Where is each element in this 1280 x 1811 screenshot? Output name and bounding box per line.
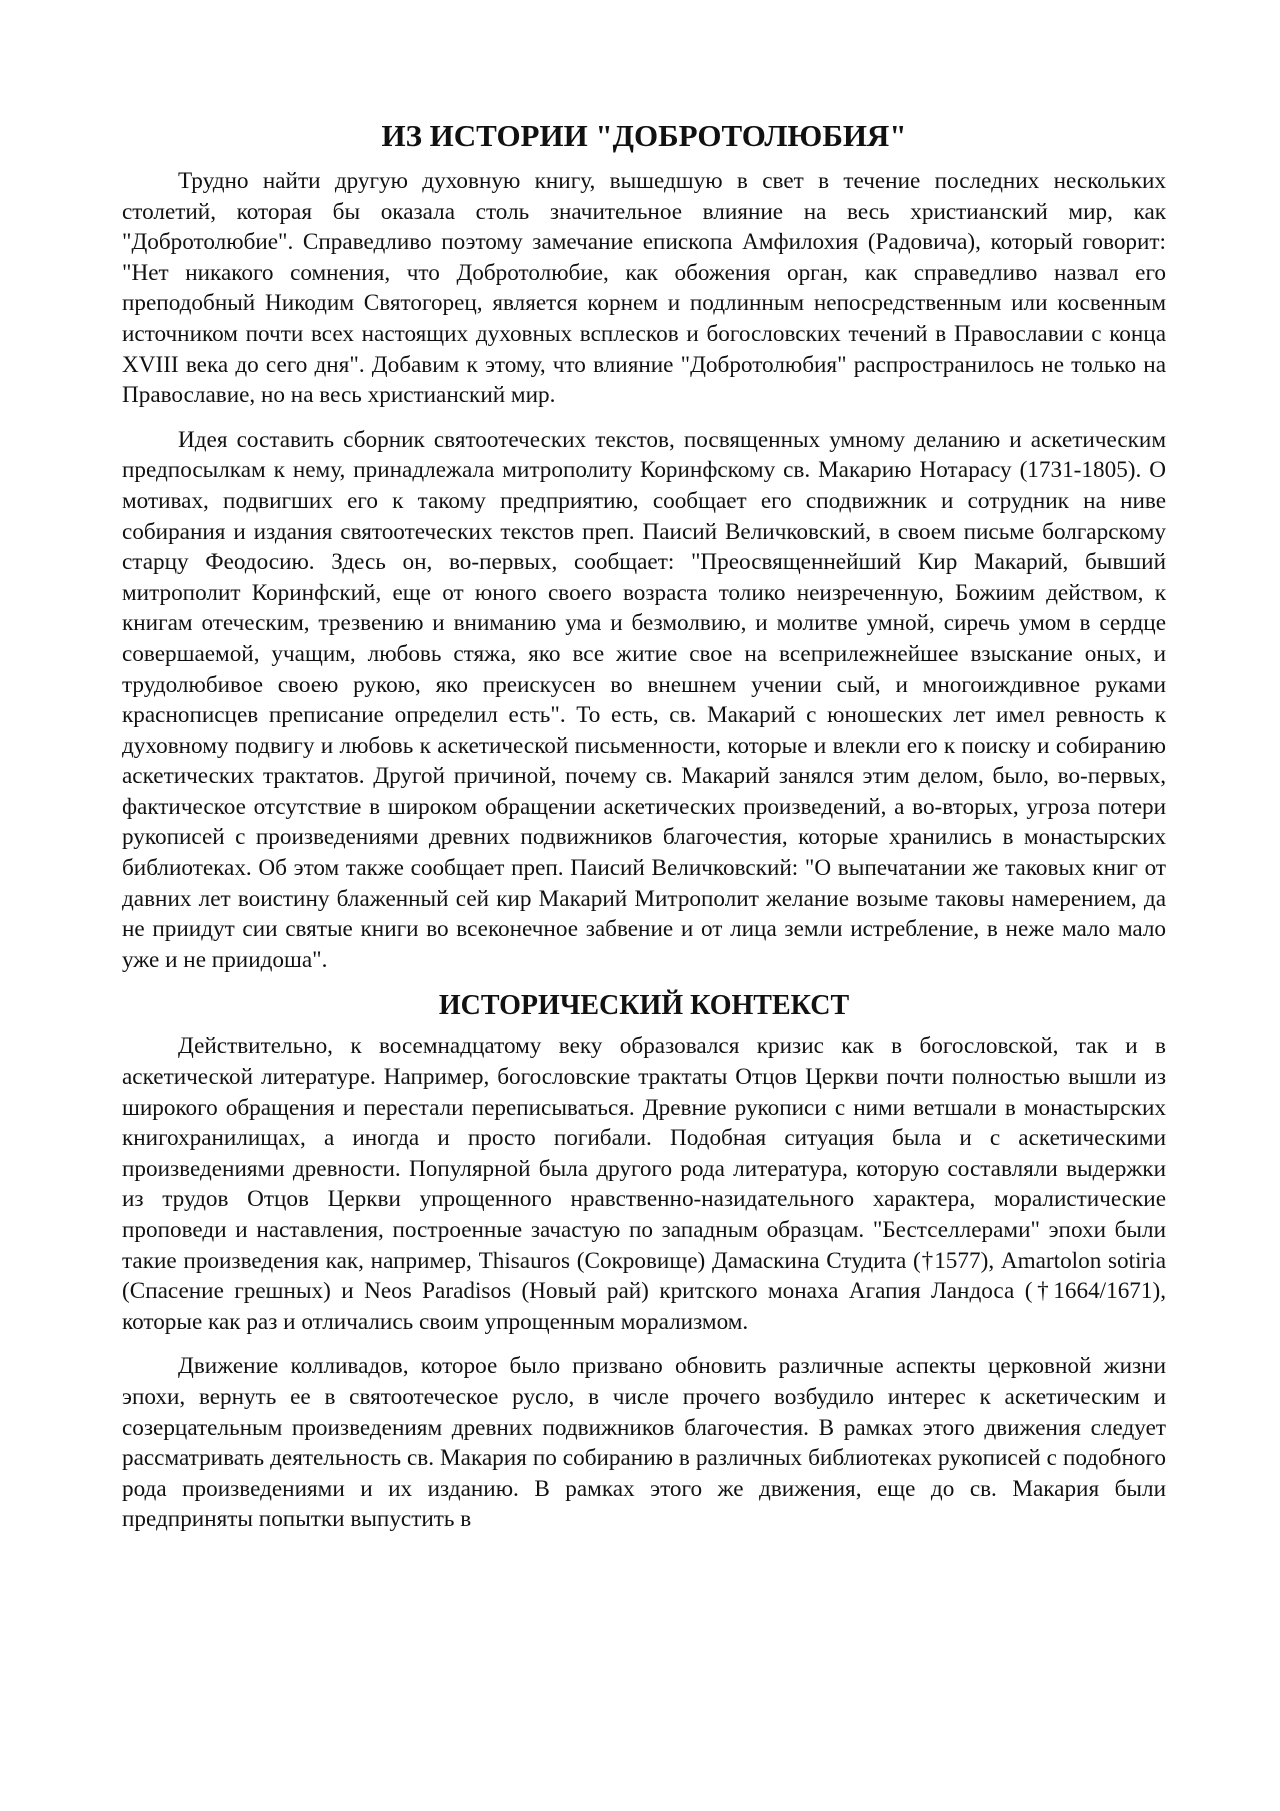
document-page (122, 118, 1166, 1549)
paragraph: Трудно найти другую духовную книгу, вышедшую в свет в течение последних нескольких столетий, которая бы оказала столь значительное влияние на весь христианский мир, как "Добротолюбие". Справедливо поэтому замечание епископа Амфилохия (Радовича), который говорит: "Нет никакого сомнения, что Добротолюбие, как обожения орган, как справедливо назвал его преподобный Никодим Святогорец, является корнем и подлинным непосредственным или косвенным источником почти всех настоящих духовных всплесков и богословских течений в Православии с конца XVIII века до сего дня". Добавим к этому, что влияние "Добротолюбия" распространилось не только на Православие, но на весь христианский мир. (122, 168, 1166, 409)
paragraph: Идея составить сборник святоотеческих текстов, посвященных умному деланию и аскетическим предпосылкам к нему, принадлежала митрополиту Коринфскому св. Макарию Нотарасу (1731-1805). О мотивах, подвигших его к такому предприятию, сообщает его сподвижник и сотрудник на ниве собирания и издания святоотеческих текстов преп. Паисий Величковский, в своем письме болгарскому старцу Феодосию. Здесь он, во-первых, сообщает: "Преосвященнейший Кир Макарий, бывший митрополит Коринфский, еще от юного своего возраста толико неизреченную, Божиим действом, к книгам отеческим, трезвению и вниманию ума и безмолвию, и молитве умной, сиречь умом в сердце совершаемой, учащим, любовь стяжа, яко все житие свое на всеприлежнейшее взыскание оных, и трудолюбивое своею рукою, яко преискусен во внешнем учении сый, и многоиждивное руками краснописцев преписание определил есть". То есть, св. Макарий с юношеских лет имел ревность к духовному подвигу и любовь к аскетической письменности, которые и влекли его к поиску и собиранию аскетических трактатов. Другой причиной, почему св. Макарий занялся этим делом, было, во-первых, фактическое отсутствие в широком обращении аскетических произведений, а во-вторых, угроза потери рукописей с произведениями древних подвижников благочестия, которые хранились в монастырских библиотеках. Об этом также сообщает преп. Паисий Величковский: "О выпечатании же таковых книг от давних лет воистину блаженный сей кир Макарий Митрополит желание возыме таковы намерением, да не приидут сии святые книги во всеконечное забвение и от лица земли истребление, в неже мало мало уже и не приидоша". (122, 426, 1166, 973)
paragraph: Движение колливадов, которое было призвано обновить различные аспекты церковной жизни эпохи, вернуть ее в святоотеческое русло, в числе прочего возбудило интерес к аскетическим и созерцательным произведениям древних подвижников благочестия. В рамках этого движения следует рассматривать деятельность св. Макария по собиранию в различных библиотеках рукописей с подобного рода произведениями и их изданию. В рамках этого же движения, еще до св. Макария были предприняты попытки выпустить в (122, 1353, 1166, 1533)
section-heading: ИСТОРИЧЕСКИЙ КОНТЕКСТ (438, 990, 850, 1022)
document-title: ИЗ ИСТОРИИ "ДОБРОТОЛЮБИЯ" (381, 118, 907, 153)
paragraph: Действительно, к восемнадцатому веку образовался кризис как в богословской, так и в аскетической литературе. Например, богословские трактаты Отцов Церкви почти полностью вышли из широкого обращения и перестали переписываться. Древние рукописи с ними ветшали в монастырских книгохранилищах, а иногда и просто погибали. Подобная ситуация была и с аскетическими произведениями древности. Популярной была другого рода литература, которую составляли выдержки из трудов Отцов Церкви упрощенного нравственно-назидательного характера, моралистические проповеди и наставления, построенные зачастую по западным образцам. "Бестселлерами" эпохи были такие произведения как, например, Thisauros (Сокровище) Дамаскина Студита (†1577), Amartolon sotiria (Спасение грешных) и Neos Paradisos (Новый рай) критского монаха Агапия Ландоса (†1664/1671), которые как раз и отличались своим упрощенным морализмом. (122, 1033, 1166, 1335)
